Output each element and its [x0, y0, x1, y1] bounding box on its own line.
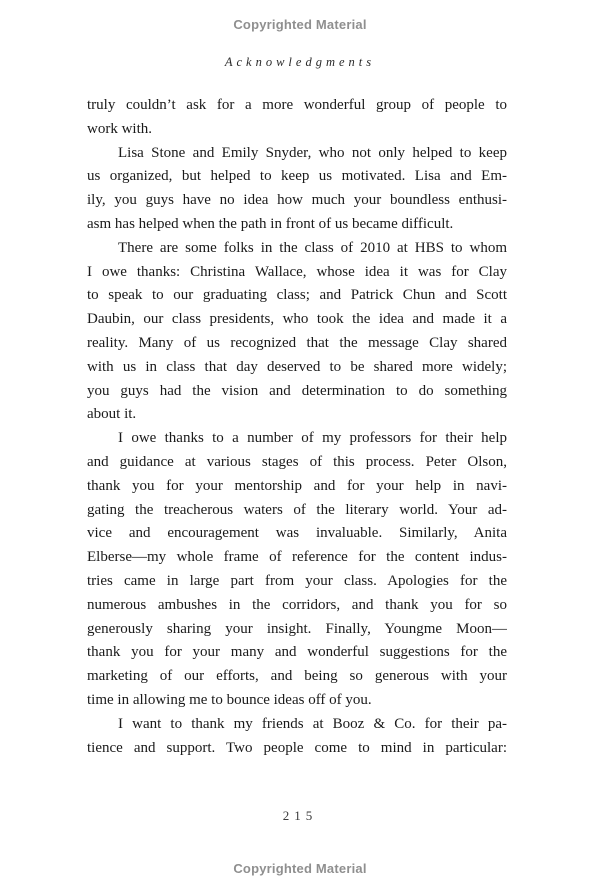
text-line: work with.	[87, 120, 152, 137]
text-line: Elberse—my whole frame of reference for the content indus-	[87, 549, 507, 566]
text-line: ily, you guys have no idea how much your boundless enthusi-	[87, 192, 507, 209]
body-text	[87, 94, 507, 760]
text-line: about it.	[87, 406, 137, 423]
chapter-running-head: Acknowledgments	[224, 55, 376, 69]
text-line: Daubin, our class presidents, who took the idea and made it a	[87, 311, 507, 328]
text-line: to speak to our graduating class; and Patrick Chun and Scott	[87, 287, 507, 304]
text-line: I owe thanks to a number of my professors for their help	[118, 430, 507, 447]
text-line: us organized, but helped to keep us motivated. Lisa and Em-	[87, 168, 507, 185]
page-number: 215	[282, 808, 318, 823]
text-line: gating the treacherous waters of the literary world. Your ad-	[87, 501, 507, 518]
text-line: time in allowing me to bounce ideas off of you.	[87, 691, 372, 708]
copyright-notice-bottom: Copyrighted Material	[233, 861, 367, 876]
text-line: numerous ambushes in the corridors, and thank you for so	[87, 596, 507, 613]
text-line: with us in class that day deserved to be shared more widely;	[87, 358, 507, 375]
text-line: generously sharing your insight. Finally, Youngme Moon—	[87, 620, 507, 637]
text-line: asm has helped when the path in front of us became difficult.	[87, 215, 454, 232]
text-line: There are some folks in the class of 2010 at HBS to whom	[118, 239, 507, 256]
text-line: I want to thank my friends at Booz & Co. for their pa-	[118, 715, 507, 732]
text-line: you guys had the vision and determination to do something	[87, 382, 507, 399]
text-line: thank you for your mentorship and for your help in navi-	[87, 477, 507, 494]
text-line: and guidance at various stages of this process. Peter Olson,	[87, 453, 507, 470]
text-line: tience and support. Two people come to mind in particular:	[87, 739, 507, 756]
text-line: I owe thanks: Christina Wallace, whose idea it was for Clay	[87, 263, 507, 280]
text-line: vice and encouragement was invaluable. Similarly, Anita	[87, 525, 507, 542]
text-line: truly couldn’t ask for a more wonderful group of people to	[87, 97, 507, 113]
text-line: Lisa Stone and Emily Snyder, who not only helped to keep	[118, 144, 507, 161]
text-line: thank you for your many and wonderful suggestions for the	[87, 644, 507, 661]
text-line: tries came in large part from your class. Apologies for the	[87, 572, 507, 589]
copyright-notice-top: Copyrighted Material	[233, 17, 367, 32]
text-line: marketing of our efforts, and being so generous with your	[87, 668, 507, 685]
text-line: reality. Many of us recognized that the message Clay shared	[87, 334, 507, 351]
